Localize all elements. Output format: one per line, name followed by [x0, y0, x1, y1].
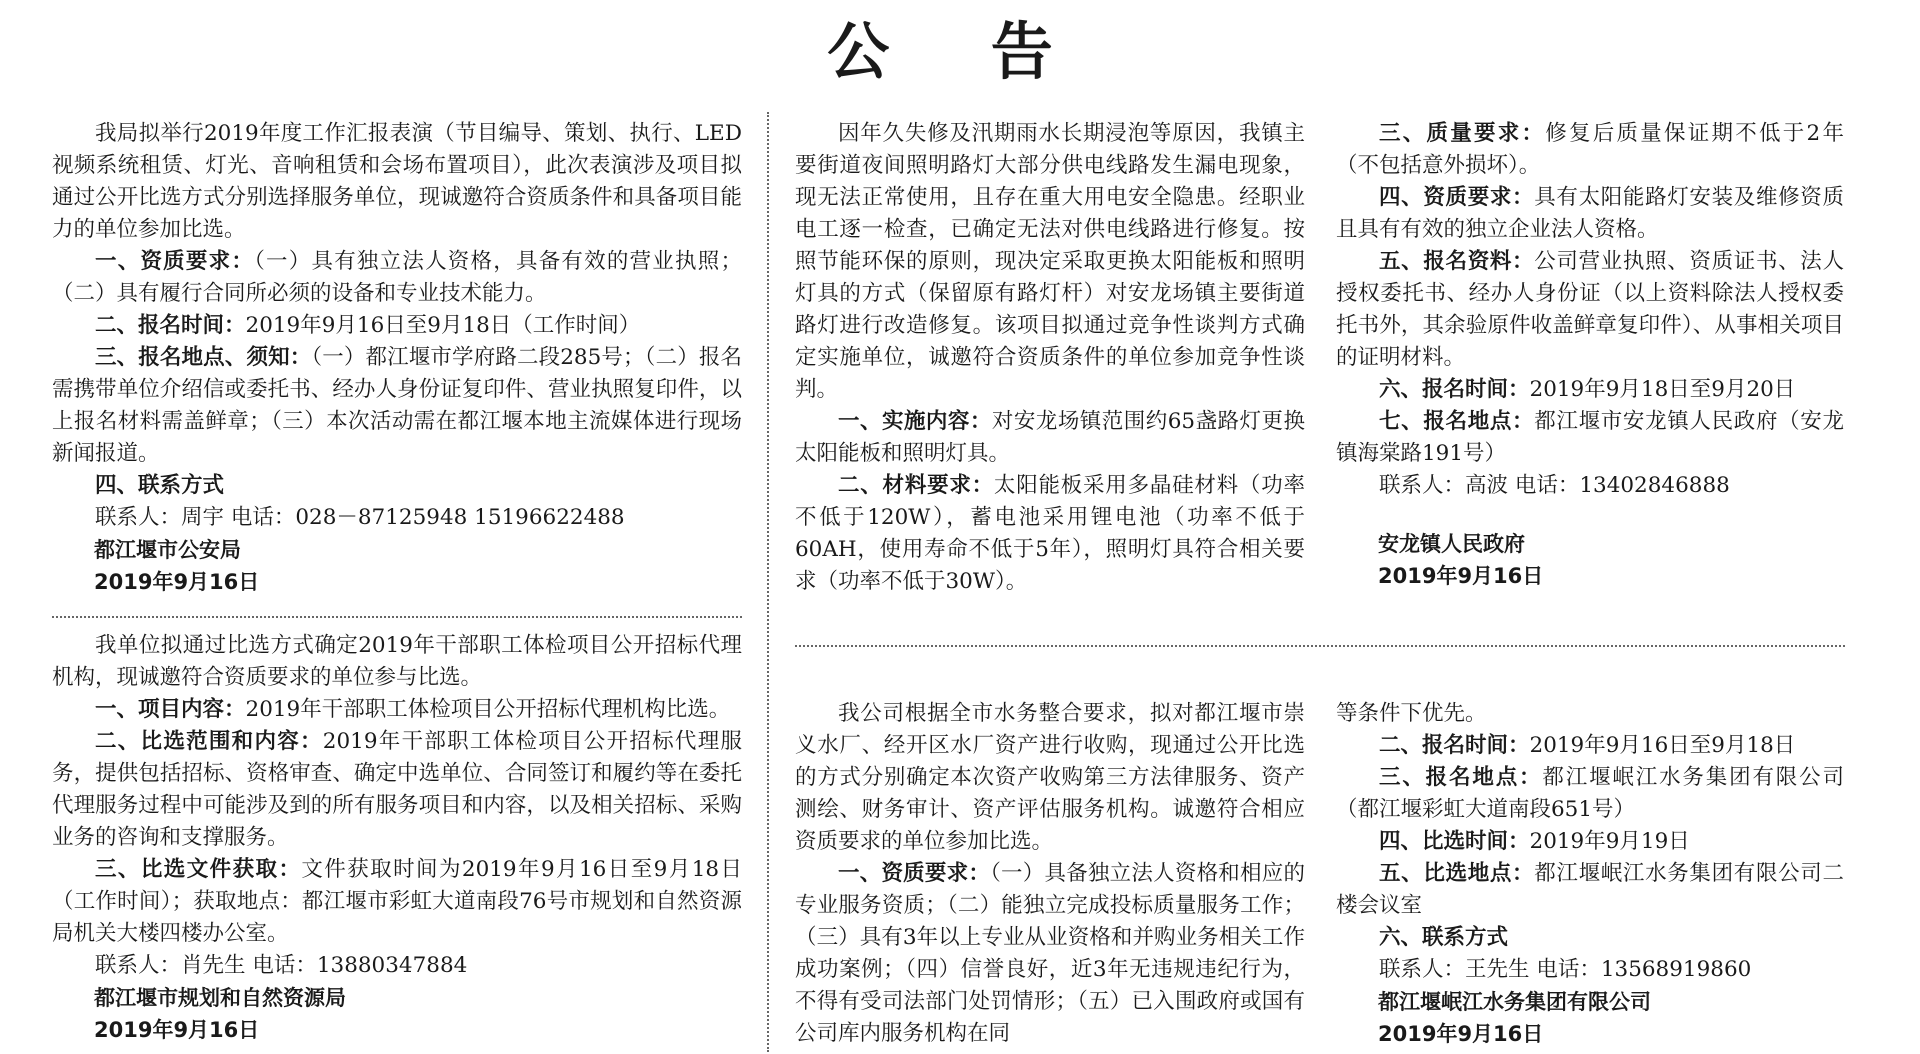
notice-water-group-part2 [1336, 698, 1844, 1050]
notice-section [52, 854, 742, 950]
issue-date: 2019年9月16日 [1378, 1022, 1544, 1046]
issuer-name: 都江堰市公安局 [94, 538, 241, 562]
notice-water-group-part1 [795, 698, 1305, 1050]
notice-section [1336, 182, 1844, 246]
section-heading: 六、报名时间： [1379, 377, 1530, 402]
section-heading: 六、联系方式 [1379, 925, 1509, 950]
notice-section [1336, 730, 1844, 762]
notice-intro: 因年久失修及汛期雨水长期浸泡等原因，我镇主要街道夜间照明路灯大部分供电线路发生漏电现象，现无法正常使用，且存在重大用电安全隐患。经职业电工逐一检查，已确定无法对供电线路进行修复。按照节能环保的原则，现决定采取更换太阳能板和照明灯具的方式（保留原有路灯杆）对安龙场镇主要街道路灯进行改造修复。该项目拟通过竞争性谈判方式确定实施单位，诚邀符合资质条件的单位参加竞争性谈判。 [795, 121, 1305, 402]
notice-section [52, 470, 742, 502]
notice-section [52, 342, 742, 470]
section-text: 2019年9月19日 [1529, 829, 1690, 854]
notice-section [1336, 826, 1844, 858]
issuer-name: 都江堰岷江水务集团有限公司 [1378, 990, 1651, 1014]
issuer-name: 安龙镇人民政府 [1378, 532, 1525, 556]
section-text: 2019年9月16日至9月18日 [1529, 733, 1796, 758]
section-heading: 一、实施内容： [838, 409, 992, 434]
section-divider-right [795, 645, 1845, 647]
notice-section [1336, 374, 1844, 406]
section-text: （一）都江堰市学府路二段285号；（二）报名需携带单位介绍信或委托书、经办人身份证复印件、营业执照复印件，以上报名材料需盖鲜章；（三）本次活动需在都江堰本地主流媒体进行现场新闻报道。 [52, 345, 742, 466]
notice-section [1336, 246, 1844, 374]
section-text: 文件获取时间为2019年9月16日至9月18日（工作时间）；获取地点：都江堰市彩虹大道南段76号市规划和自然资源局机关大楼四楼办公室。 [52, 857, 742, 946]
notice-section [52, 246, 742, 310]
section-text: 具有太阳能路灯安装及维修资质且具有有效的独立企业法人资格。 [1336, 185, 1844, 242]
section-text: 2019年9月18日至9月20日 [1529, 377, 1796, 402]
notice-section [52, 694, 742, 726]
issuer-name: 都江堰市规划和自然资源局 [94, 986, 346, 1010]
section-divider-left [52, 616, 742, 618]
section-heading: 一、资质要求： [838, 861, 991, 886]
section-text: 2019年9月16日至9月18日（工作时间） [245, 313, 641, 338]
section-heading: 三、报名地点、须知： [95, 345, 312, 370]
notice-section [1336, 858, 1844, 922]
notice-section [52, 726, 742, 854]
section-heading: 四、比选时间： [1379, 829, 1530, 854]
section-heading: 三、比选文件获取： [95, 857, 302, 882]
contact-line: 联系人：肖先生 电话：13880347884 [95, 953, 468, 978]
contact-line: 联系人：王先生 电话：13568919860 [1379, 957, 1752, 982]
notice-section [795, 470, 1305, 598]
notice-section [795, 406, 1305, 470]
notice-streetlight-part2 [1336, 118, 1844, 592]
column-divider [767, 112, 769, 1052]
section-text: （一）具备独立法人资格和相应的专业服务资质；（二）能独立完成投标质量服务工作；（三）具有3年以上专业从业资格和并购业务相关工作成功案例；（四）信誉良好，近3年无违规违纪行为，不得有受司法部门处罚情形；（五）已入围政府或国有公司库内服务机构在同 [795, 861, 1305, 1046]
section-text: （一）具有独立法人资格，具备有效的营业执照；（二）具有履行合同所必须的设备和专业技术能力。 [52, 249, 742, 306]
continued-text: 等条件下优先。 [1336, 701, 1487, 726]
contact-line: 联系人：高波 电话：13402846888 [1379, 473, 1730, 498]
section-heading: 四、资质要求： [1379, 185, 1535, 210]
section-heading: 一、资质要求： [95, 249, 255, 274]
notice-planning-bureau [52, 630, 742, 1046]
section-text: 2019年干部职工体检项目公开招标代理机构比选。 [245, 697, 731, 722]
section-heading: 一、项目内容： [95, 697, 246, 722]
section-text: 都江堰岷江水务集团有限公司（都江堰彩虹大道南段651号） [1336, 765, 1844, 822]
notice-intro: 我局拟举行2019年度工作汇报表演（节目编导、策划、执行、LED视频系统租赁、灯光、音响租赁和会场布置项目），此次表演涉及项目拟通过公开比选方式分别选择服务单位，现诚邀符合资质条件和具备项目能力的单位参加比选。 [52, 121, 742, 242]
section-text: 对安龙场镇范围约65盏路灯更换太阳能板和照明灯具。 [795, 409, 1305, 466]
section-heading: 五、比选地点： [1379, 861, 1535, 886]
notice-section [52, 310, 742, 342]
notice-intro: 我公司根据全市水务整合要求，拟对都江堰市崇义水厂、经开区水厂资产进行收购，现通过公开比选的方式分别确定本次资产收购第三方法律服务、资产测绘、财务审计、资产评估服务机构。诚邀符合相应资质要求的单位参加比选。 [795, 701, 1305, 854]
section-text: 公司营业执照、资质证书、法人授权委托书、经办人身份证（以上资料除法人授权委托书外，其余验原件收盖鲜章复印件）、从事相关项目的证明材料。 [1336, 249, 1844, 370]
section-heading: 五、报名资料： [1379, 249, 1535, 274]
notice-police-bureau [52, 118, 742, 598]
section-heading: 二、报名时间： [95, 313, 246, 338]
section-text: 都江堰岷江水务集团有限公司二楼会议室 [1336, 861, 1844, 918]
page-title: 公 告 [827, 15, 1093, 88]
notice-intro: 我单位拟通过比选方式确定2019年干部职工体检项目公开招标代理机构，现诚邀符合资质要求的单位参与比选。 [52, 633, 742, 690]
contact-line: 联系人：周宇 电话：028－87125948 15196622488 [95, 505, 625, 530]
notice-section [1336, 118, 1844, 182]
section-heading: 二、报名时间： [1379, 733, 1530, 758]
section-heading: 七、报名地点： [1379, 409, 1535, 434]
section-text: 2019年干部职工体检项目公开招标代理服务，提供包括招标、资格审查、确定中选单位、合同签订和履约等在委托代理服务过程中可能涉及到的所有服务项目和内容，以及相关招标、采购业务的咨询和支撑服务。 [52, 729, 742, 850]
notice-section [1336, 406, 1844, 470]
notice-streetlight-part1 [795, 118, 1305, 598]
section-heading: 二、材料要求： [838, 473, 994, 498]
section-text: 太阳能板采用多晶硅材料（功率不低于120W），蓄电池采用锂电池（功率不低于60AH，使用寿命不低于5年），照明灯具符合相关要求（功率不低于30W）。 [795, 473, 1305, 594]
section-text: 都江堰市安龙镇人民政府（安龙镇海棠路191号） [1336, 409, 1844, 466]
section-heading: 三、报名地点： [1379, 765, 1543, 790]
section-heading: 二、比选范围和内容： [95, 729, 323, 754]
issue-date: 2019年9月16日 [94, 570, 260, 594]
notice-section [1336, 762, 1844, 826]
section-heading: 三、质量要求： [1379, 121, 1546, 146]
notice-section [1336, 922, 1844, 954]
section-text: 修复后质量保证期不低于2年（不包括意外损坏）。 [1336, 121, 1844, 178]
issue-date: 2019年9月16日 [1378, 564, 1544, 588]
notice-section [795, 858, 1305, 1050]
issue-date: 2019年9月16日 [94, 1018, 260, 1042]
section-heading: 四、联系方式 [95, 473, 225, 498]
